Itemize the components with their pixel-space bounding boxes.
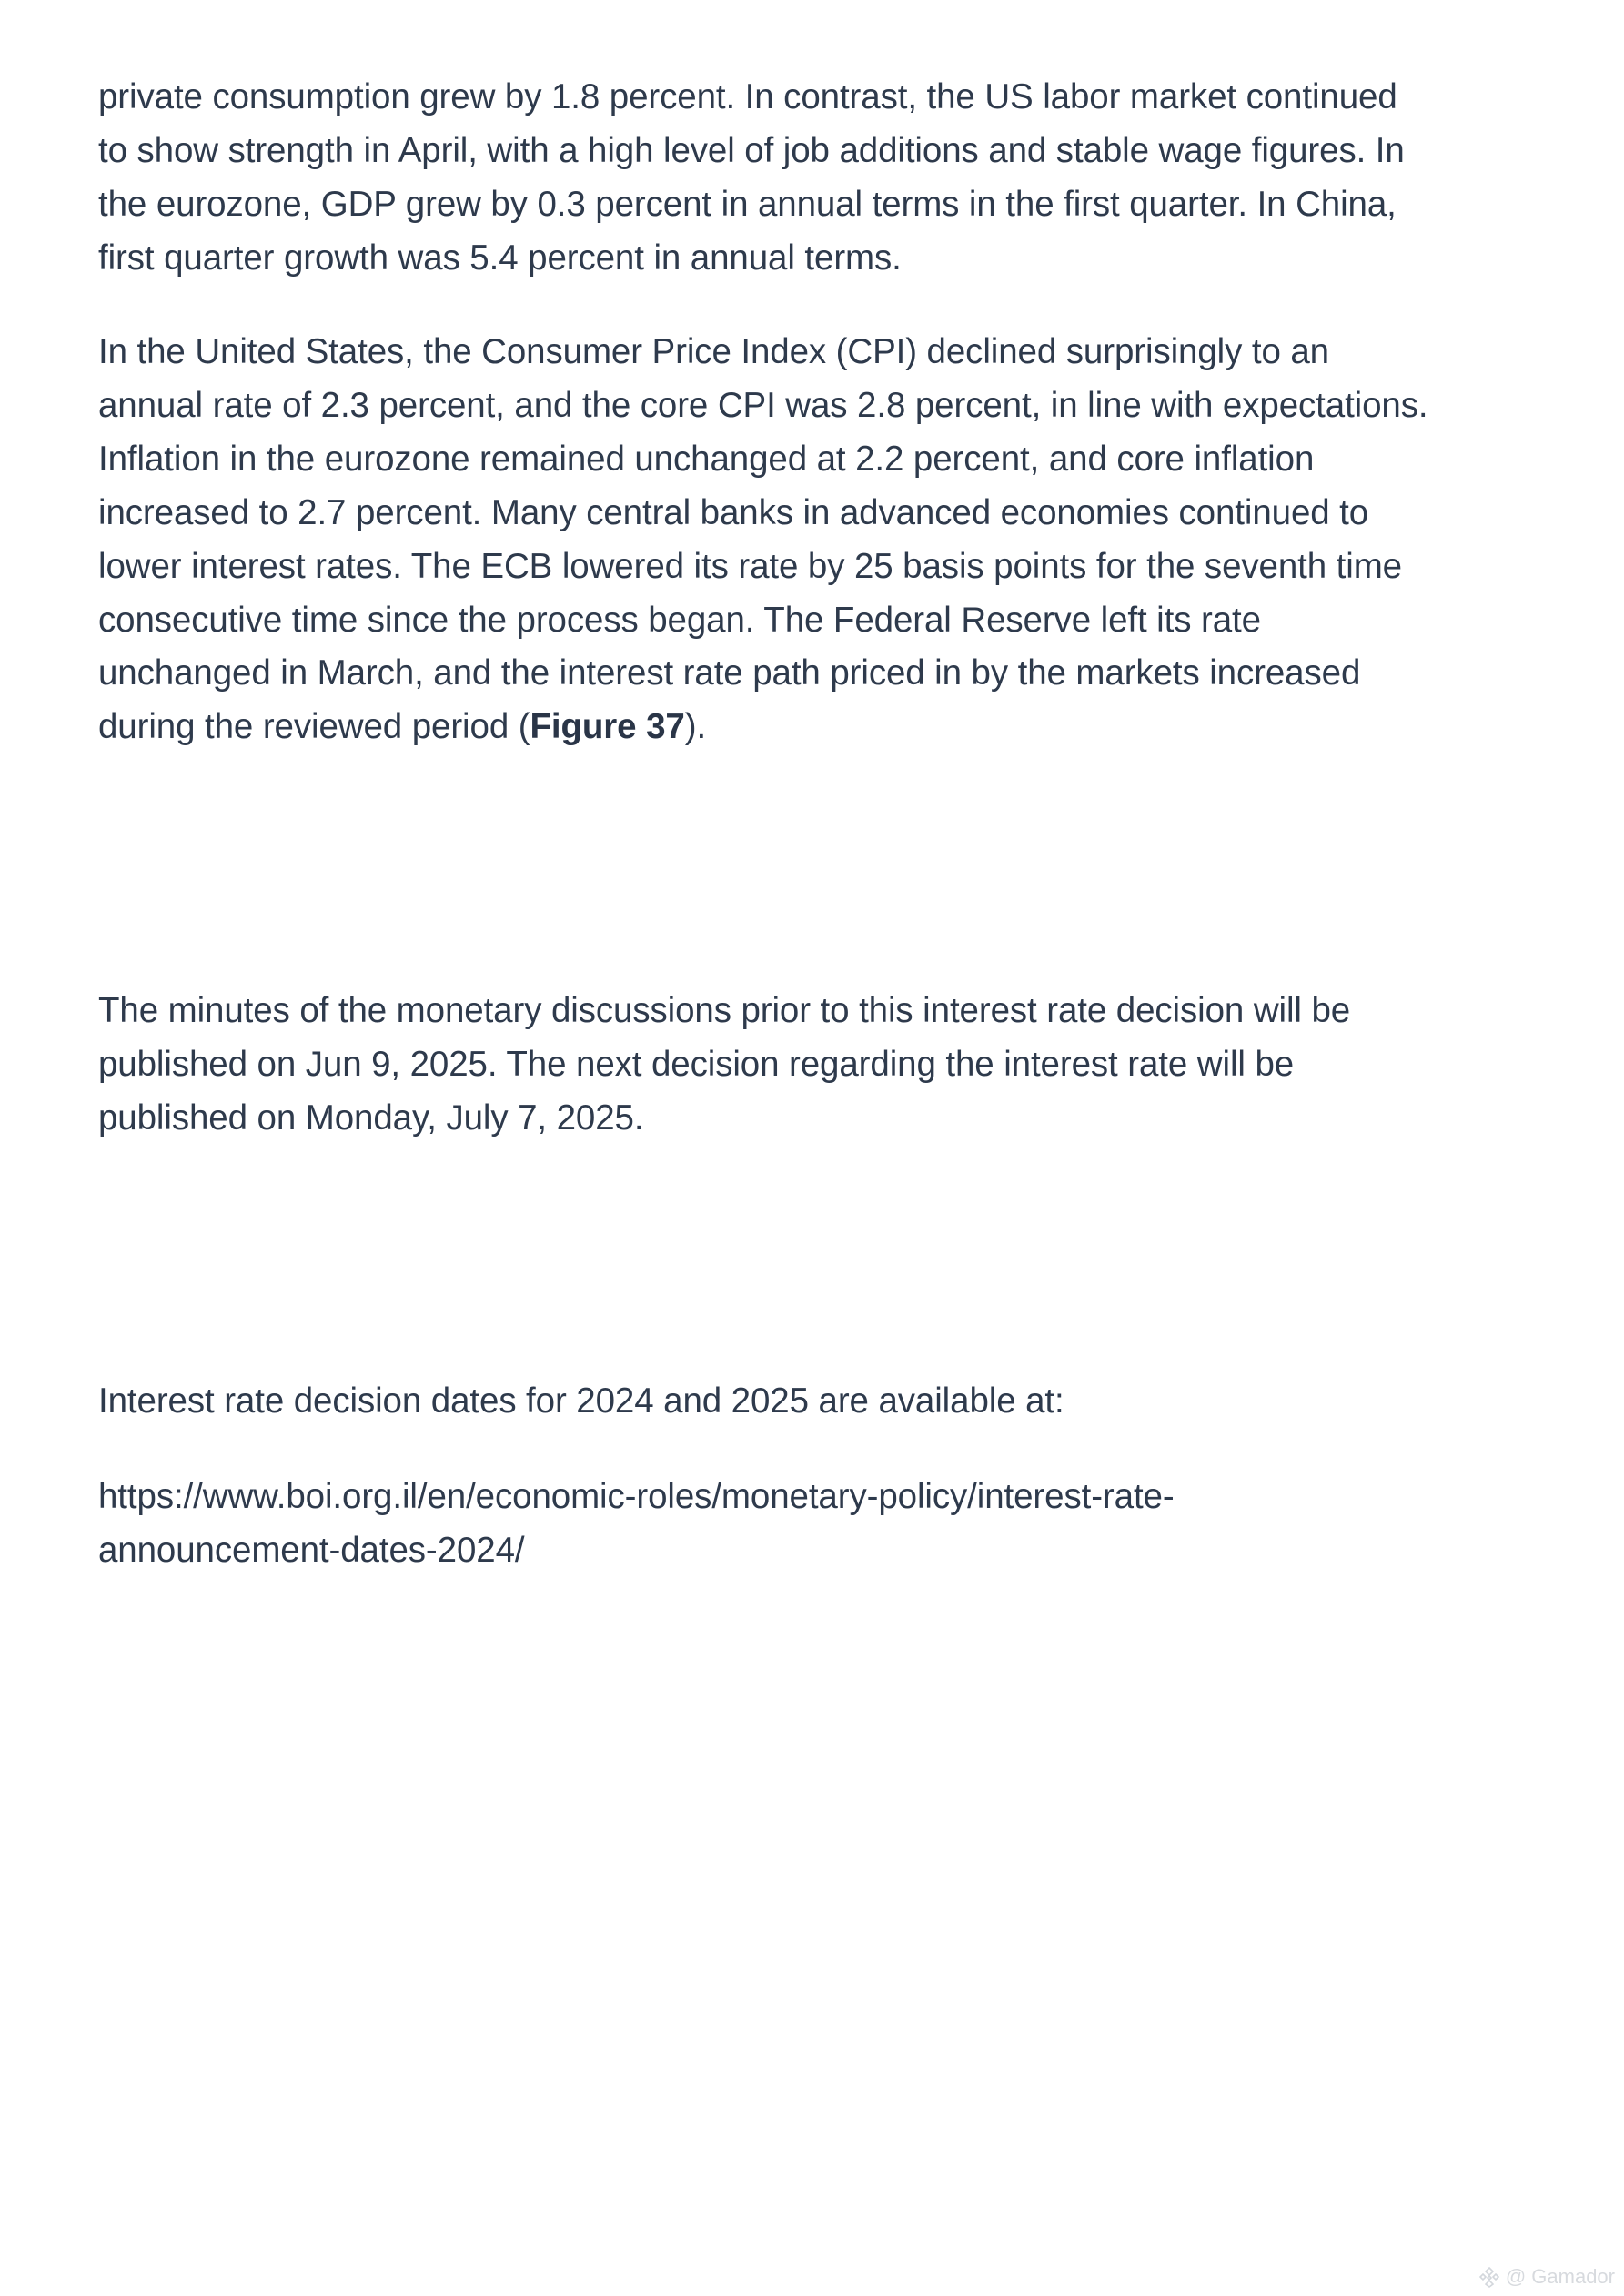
paragraph-next-decision	[98, 985, 1350, 1146]
text-line: increased to 2.7 percent. Many central banks in advanced economies continued to	[98, 492, 1369, 532]
watermark-text: @ Gamador	[1505, 2265, 1615, 2288]
text-line: published on Monday, July 7, 2025.	[98, 1097, 644, 1138]
text-line	[98, 701, 1428, 754]
text-line: private consumption grew by 1.8 percent. In contrast, the US labor market continued	[98, 77, 1397, 116]
paragraph-decision-dates-intro	[98, 1375, 1064, 1429]
text-fragment: ).	[684, 707, 707, 747]
paragraph-economic-growth	[98, 71, 1405, 286]
decision-dates-url	[98, 1471, 1175, 1578]
text-line: lower interest rates. The ECB lowered its rate by 25 basis points for the seventh time	[98, 546, 1402, 586]
text-line: annual rate of 2.3 percent, and the core CPI was 2.8 percent, in line with expectations.	[98, 385, 1428, 425]
text-fragment: during the reviewed period (	[98, 707, 530, 747]
paragraph-inflation-and-rates	[98, 326, 1428, 754]
text-line: Interest rate decision dates for 2024 and 2025 are available at:	[98, 1381, 1064, 1421]
figure-reference: Figure 37	[530, 707, 685, 747]
text-line: Inflation in the eurozone remained unchanged at 2.2 percent, and core inflation	[98, 439, 1315, 479]
text-line: consecutive time since the process began. The Federal Reserve left its rate	[98, 600, 1261, 640]
url-text-line: https://www.boi.org.il/en/economic-roles/monetary-policy/interest-rate-	[98, 1477, 1175, 1516]
text-line: unchanged in March, and the interest rate path priced in by the markets increased	[98, 653, 1361, 693]
url-text-line: announcement-dates-2024/	[98, 1530, 525, 1570]
watermark	[1478, 2265, 1615, 2289]
text-line: In the United States, the Consumer Price Index (CPI) declined surprisingly to an	[98, 332, 1329, 371]
text-line: The minutes of the monetary discussions prior to this interest rate decision will be	[98, 991, 1351, 1030]
diamond-logo-icon	[1478, 2266, 1500, 2288]
text-line: the eurozone, GDP grew by 0.3 percent in annual terms in the first quarter. In China,	[98, 184, 1397, 224]
text-line: first quarter growth was 5.4 percent in annual terms.	[98, 238, 902, 278]
text-line: published on Jun 9, 2025. The next decision regarding the interest rate will be	[98, 1044, 1295, 1084]
text-line: to show strength in April, with a high level of job additions and stable wage figures. In	[98, 130, 1405, 170]
